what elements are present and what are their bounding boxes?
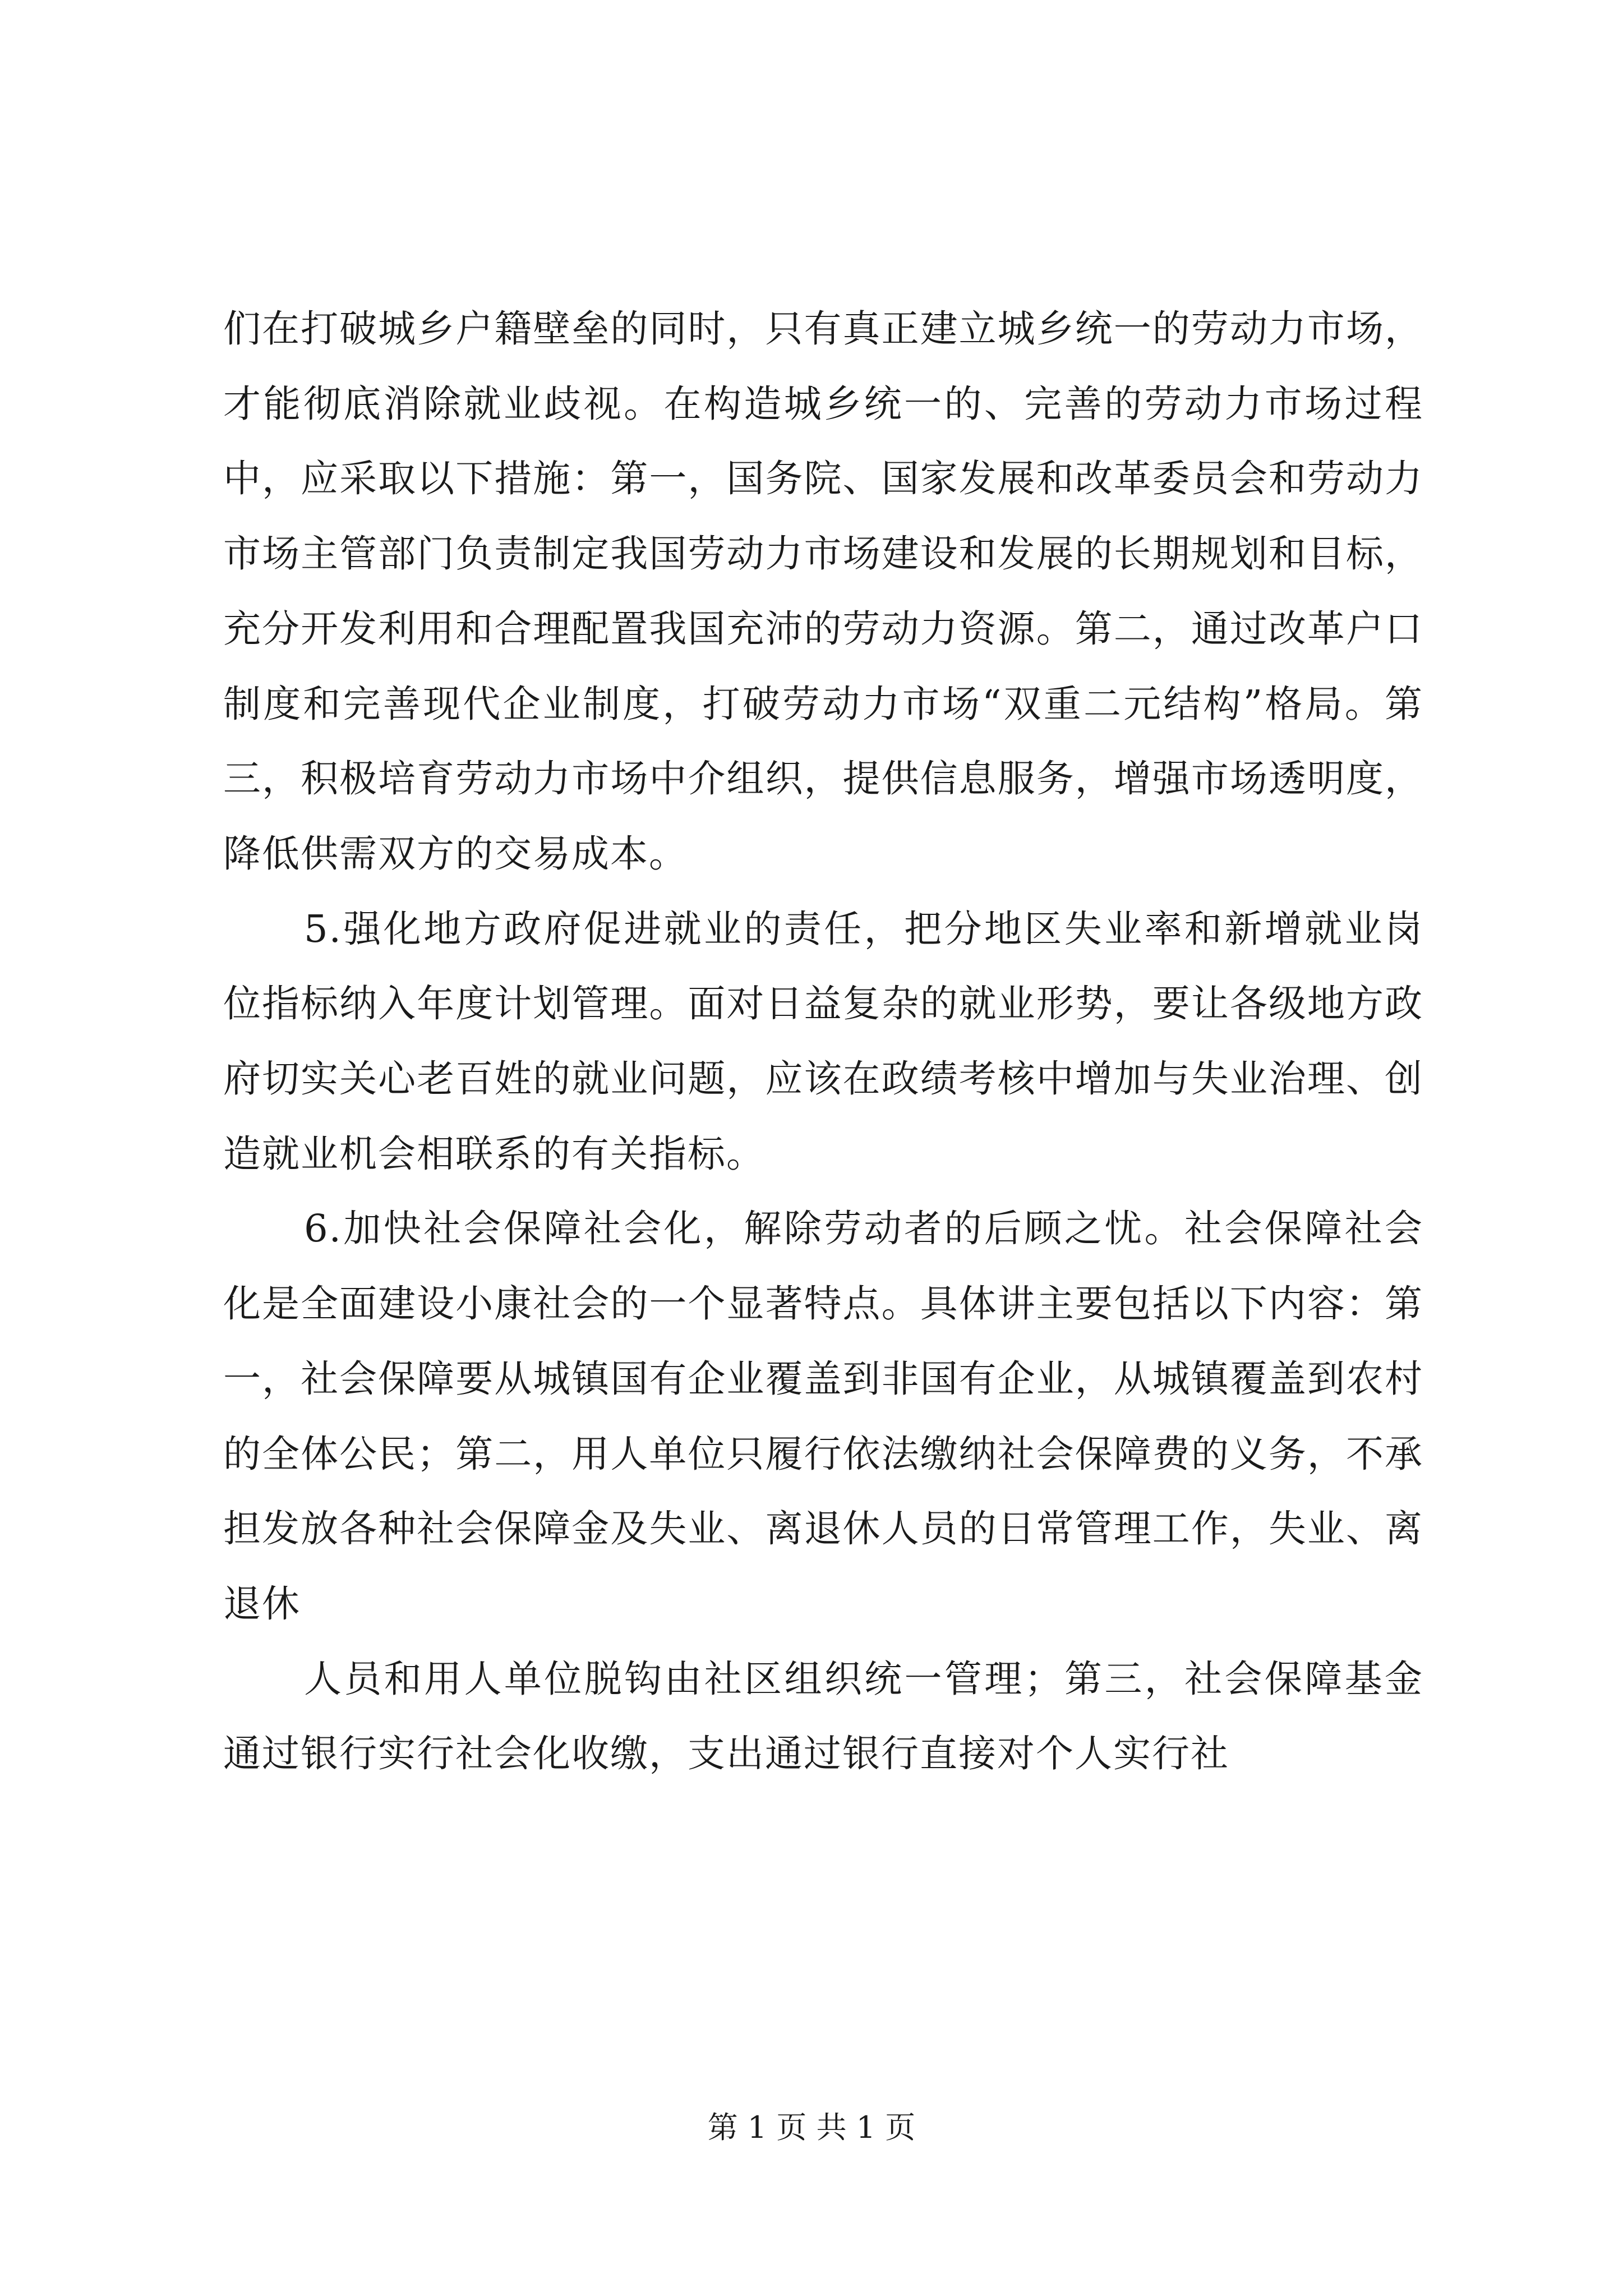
paragraph-continuation: 们在打破城乡户籍壁垒的同时，只有真正建立城乡统一的劳动力市场，才能彻底消除就业歧视。在构造城乡统一的、完善的劳动力市场过程中，应采取以下措施：第一，国务院、国家发展和改革委员会和劳动力市场主管部门负责制定我国劳动力市场建设和发展的长期规划和目标，充分开发利用和合理配置我国充沛的劳动力资源。第二，通过改革户口制度和完善现代企业制度，打破劳动力市场“双重二元结构”格局。第三，积极培育劳动力市场中介组织，提供信息服务，增强市场透明度，降低供需双方的交易成本。 — [223, 307, 1423, 876]
paragraph-item-6-continued: 人员和用人单位脱钩由社区组织统一管理；第三，社会保障基金通过银行实行社会化收缴，支出通过银行直接对个人实行社 — [223, 1657, 1423, 1776]
paragraph-item-6: 6.加快社会保障社会化，解除劳动者的后顾之忧。社会保障社会化是全面建设小康社会的一个显著特点。具体讲主要包括以下内容：第一，社会保障要从城镇国有企业覆盖到非国有企业，从城镇覆盖到农村的全体公民；第二，用人单位只履行依法缴纳社会保障费的义务，不承担发放各种社会保障金及失业、离退休人员的日常管理工作，失业、离退休 — [223, 1207, 1423, 1626]
page-footer: 第 1 页 共 1 页 — [707, 2110, 916, 2145]
document-body — [223, 292, 1423, 1792]
paragraph-item-5: 5.强化地方政府促进就业的责任，把分地区失业率和新增就业岗位指标纳入年度计划管理。面对日益复杂的就业形势，要让各级地方政府切实关心老百姓的就业问题，应该在政绩考核中增加与失业治理、创造就业机会相联系的有关指标。 — [223, 907, 1423, 1176]
